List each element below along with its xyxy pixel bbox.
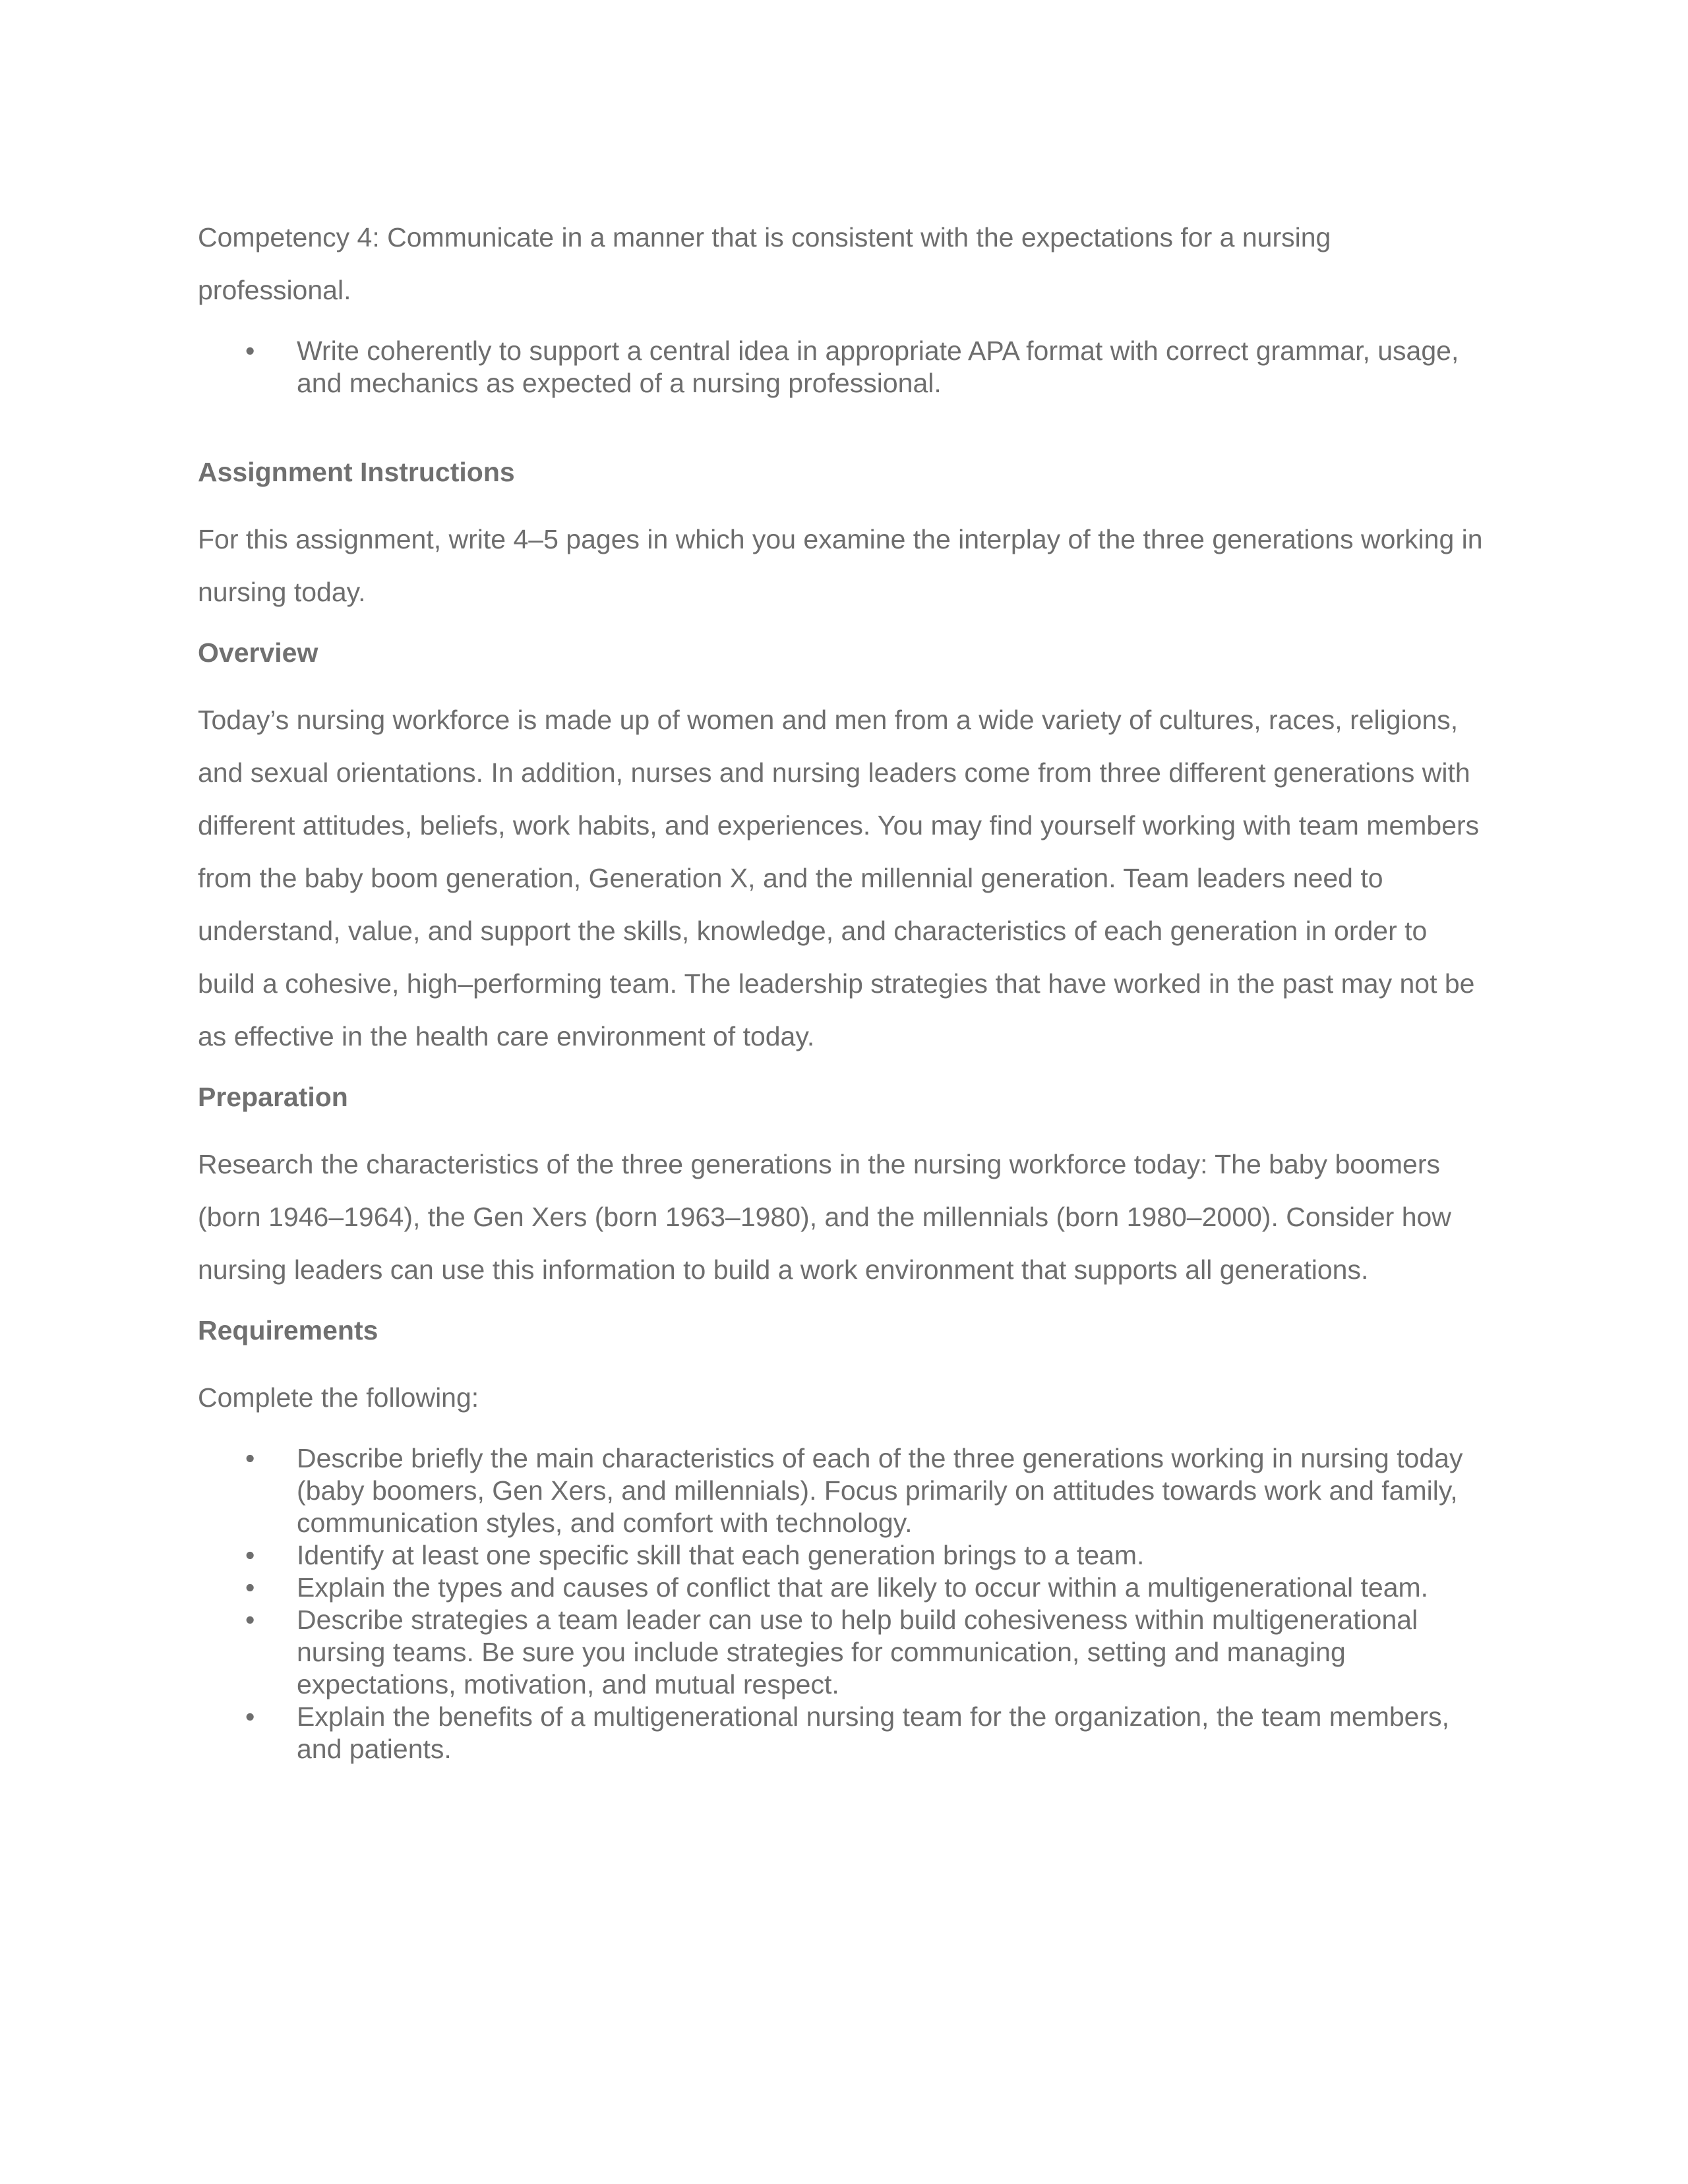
requirements-intro: Complete the following: [198, 1382, 479, 1413]
assignment-instructions-heading: Assignment Instructions [198, 457, 515, 487]
list-item [198, 1604, 1490, 1701]
list-item-text: Write coherently to support a central idea in appropriate APA format with correct grammar, usage, and mechanics as expected of a nursing professional. [297, 336, 1459, 398]
competency-text: Competency 4: Communicate in a manner that is consistent with the expectations for a nursing professional. [198, 222, 1331, 305]
overview-heading: Overview [198, 637, 318, 668]
bullet-icon: • [245, 1443, 255, 1473]
list-item [198, 335, 1490, 399]
assignment-instructions-text: For this assignment, write 4–5 pages in which you examine the interplay of the three generations working in nursing today. [198, 524, 1483, 607]
document-body [198, 211, 1490, 1765]
bullet-icon: • [245, 1572, 255, 1603]
preparation-text: Research the characteristics of the three generations in the nursing workforce today: The baby boomers (born 1946–1964), the Gen Xers (born 1963–1980), and the millennials (born 1980–2000). Consider how nursing leaders can use this information to build a work environment that supports all generations. [198, 1149, 1451, 1285]
list-item-text: Describe strategies a team leader can use to help build cohesiveness within multigenerational nursing teams. Be sure you include strategies for communication, setting and managing expectations, motivation, and mutual respect. [297, 1605, 1418, 1699]
requirements-heading: Requirements [198, 1315, 378, 1345]
list-item-text: Explain the types and causes of conflict that are likely to occur within a multigenerational team. [297, 1572, 1429, 1603]
list-item [198, 1539, 1490, 1572]
requirements-bullet-list [198, 1442, 1490, 1765]
overview-text: Today’s nursing workforce is made up of women and men from a wide variety of cultures, races, religions, and sexual orientations. In addition, nurses and nursing leaders come from three different generations with different attitudes, beliefs, work habits, and experiences. You may find yourself working with team members from the baby boom generation, Generation X, and the millennial generation. Team leaders need to understand, value, and support the skills, knowledge, and characteristics of each generation in order to build a cohesive, high–performing team. The leadership strategies that have worked in the past may not be as effective in the health care environment of today. [198, 705, 1480, 1051]
list-item-text: Describe briefly the main characteristics of each of the three generations working in nursing today (baby boomers, Gen Xers, and millennials). Focus primarily on attitudes towards work and family, communication styles, and comfort with technology. [297, 1443, 1463, 1538]
bullet-icon: • [245, 1605, 255, 1635]
preparation-heading: Preparation [198, 1082, 348, 1112]
list-item-text: Identify at least one specific skill that each generation brings to a team. [297, 1540, 1145, 1570]
list-item-text: Explain the benefits of a multigenerational nursing team for the organization, the team members, and patients. [297, 1701, 1450, 1764]
list-item [198, 1442, 1490, 1539]
list-item [198, 1572, 1490, 1604]
bullet-icon: • [245, 336, 255, 366]
bullet-icon: • [245, 1540, 255, 1570]
bullet-icon: • [245, 1701, 255, 1732]
list-item [198, 1701, 1490, 1765]
competency-bullet-list [198, 335, 1490, 399]
